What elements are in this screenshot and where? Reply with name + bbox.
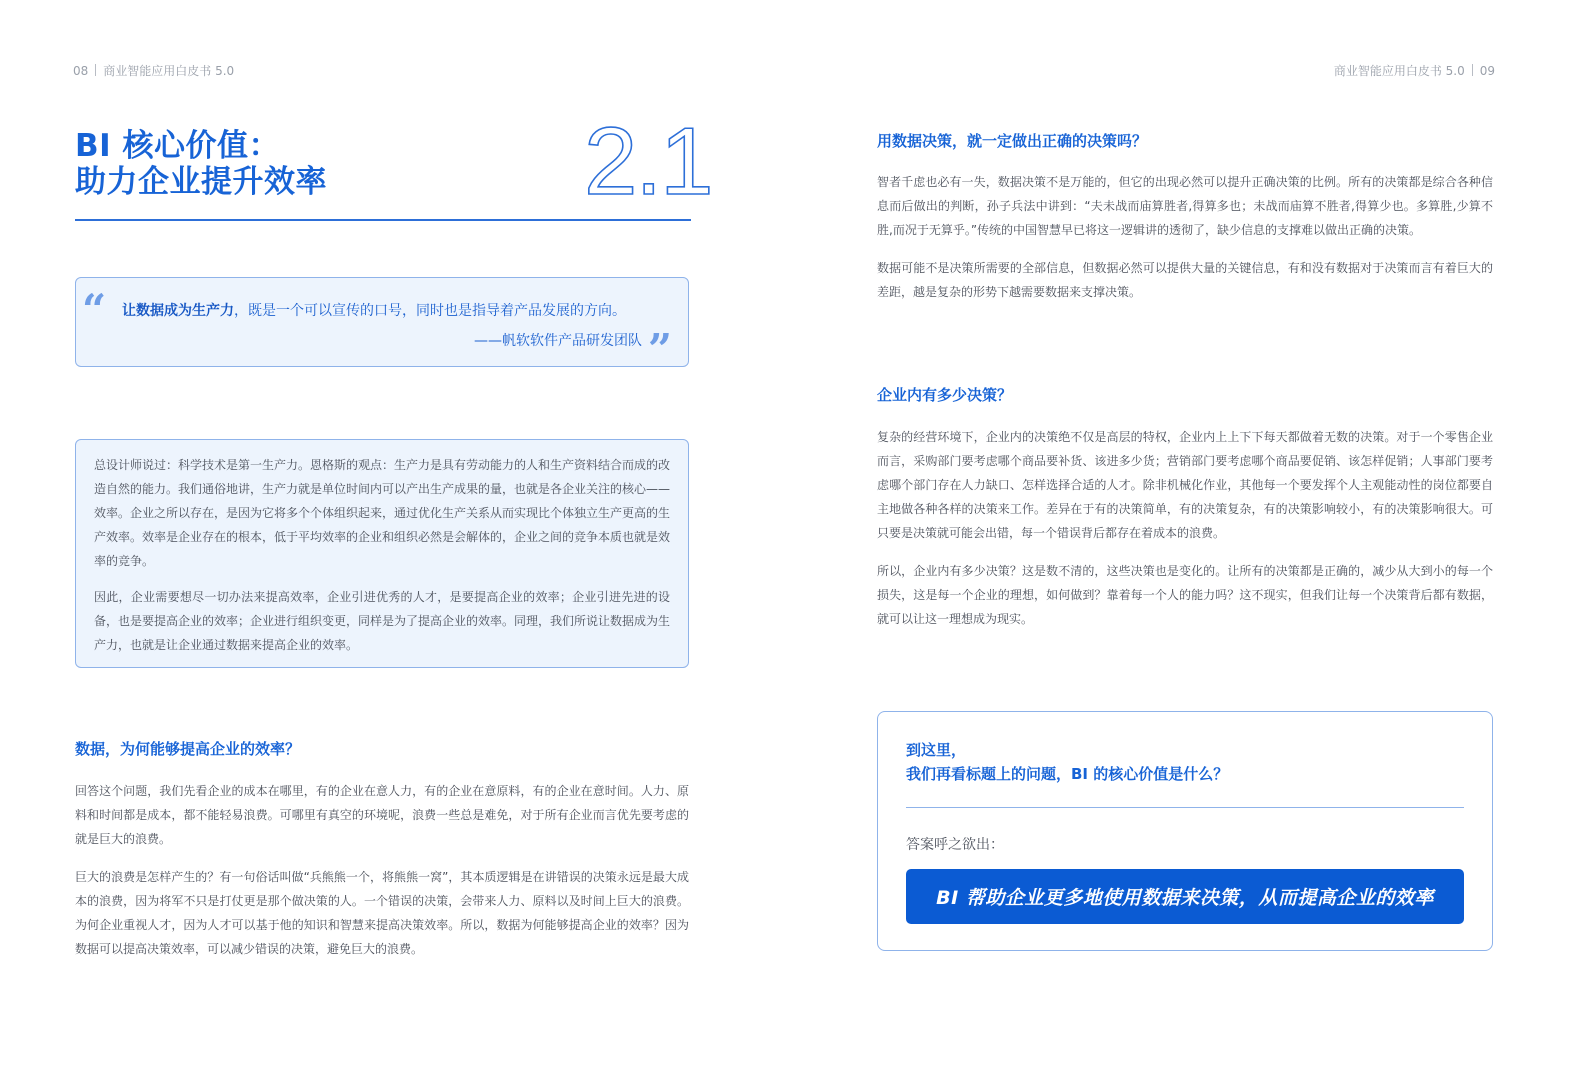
open-quote-icon: “ xyxy=(82,285,107,334)
decision-count-paragraph-2: 所以，企业内有多少决策？这是数不清的，这些决策也是变化的。让所有的决策都是正确的，减少从大到小的每一个损失，这是每一个企业的理想，如何做到？靠着每一个人的能力吗？这不现实，但我们让每一个决策背后都有数据，就可以让这一理想成为现实。 xyxy=(877,564,1493,626)
section-body-correct-decision xyxy=(877,170,1493,304)
answer-question-line-1: 到这里， xyxy=(906,741,967,759)
answer-banner: BI 帮助企业更多地使用数据来决策，从而提高企业的效率 xyxy=(906,869,1464,924)
left-page-header xyxy=(73,62,234,79)
section-body-decision-count xyxy=(877,425,1493,631)
decision-count-paragraph-1: 复杂的经营环境下，企业内的决策绝不仅是高层的特权，企业内上上下下每天都做着无数的决策。对于一个零售企业而言，采购部门要考虑哪个商品要补货、该进多少货；营销部门要考虑哪个商品要促销、该怎样促销；人事部门要考虑哪个部门存在人力缺口、怎样选择合适的人才。除非机械化作业，其他每一个要发挥个人主观能动性的岗位都要自主地做各种各样的决策来工作。差异在于有的决策简单，有的决策复杂，有的决策影响较小，有的决策影响很大。可只要是决策就可能会出错，每一个错误背后都存在着成本的浪费。 xyxy=(877,430,1493,540)
close-quote-icon: ” xyxy=(647,325,672,374)
answer-box xyxy=(877,711,1493,951)
quote-rest: ，既是一个可以宣传的口号，同时也是指导着产品发展的方向。 xyxy=(234,303,626,319)
quote-box xyxy=(75,277,689,374)
right-page-number: 09 xyxy=(1479,64,1495,78)
info-paragraph-1: 总设计师说过：科学技术是第一生产力。恩格斯的观点：生产力是具有劳动能力的人和生产资料结合而成的改造自然的能力。我们通俗地讲，生产力就是单位时间内可以产出生产成果的量，也就是各企业关注的核心——效率。企业之所以存在，是因为它将多个个体组织起来，通过优化生产关系从而实现比个体独立生产更高的生产效率。效率是企业存在的根本，低于平均效率的企业和组织必然是会解体的，企业之间的竞争本质也就是效率的竞争。 xyxy=(94,458,671,568)
title-line-2: 助力企业提升效率 xyxy=(75,164,327,200)
answer-label: 答案呼之欲出： xyxy=(906,837,1004,853)
title-divider xyxy=(75,219,691,221)
left-page-number: 08 xyxy=(73,64,89,78)
info-paragraph-2: 因此，企业需要想尽一切办法来提高效率，企业引进优秀的人才，是要提高企业的效率；企业引进先进的设备，也是要提高企业的效率；企业进行组织变更，同样是为了提高企业的效率。同理，我们所说让数据成为生产力，也就是让企业通过数据来提高企业的效率。 xyxy=(94,590,671,652)
title-line-1: BI 核心价值： xyxy=(75,128,280,164)
section-heading-decision-count: 企业内有多少决策？ xyxy=(877,386,1013,404)
correct-decision-paragraph-2: 数据可能不是决策所需要的全部信息，但数据必然可以提供大量的关键信息，有和没有数据对于决策而言有着巨大的差距，越是复杂的形势下越需要数据来支撑决策。 xyxy=(877,261,1493,299)
answer-question xyxy=(906,738,1228,786)
answer-question-line-2: 我们再看标题上的问题，BI 的核心价值是什么？ xyxy=(906,765,1229,783)
section-heading-correct-decision: 用数据决策，就一定做出正确的决策吗？ xyxy=(877,132,1148,150)
page-title xyxy=(75,128,327,200)
left-header-title: 商业智能应用白皮书 5.0 xyxy=(103,64,235,78)
answer-divider xyxy=(906,807,1464,808)
section-number: 2.1 xyxy=(584,108,712,215)
info-box xyxy=(75,439,689,668)
efficiency-paragraph-1: 回答这个问题，我们先看企业的成本在哪里，有的企业在意人力，有的企业在意原料，有的企业在意时间。人力、原料和时间都是成本，都不能轻易浪费。可哪里有真空的环境呢，浪费一些总是难免，对于所有企业而言优先要考虑的就是巨大的浪费。 xyxy=(75,784,689,846)
section-body-efficiency xyxy=(75,779,689,961)
quote-emphasis: 让数据成为生产力 xyxy=(122,303,234,319)
correct-decision-paragraph-1: 智者千虑也必有一失，数据决策不是万能的，但它的出现必然可以提升正确决策的比例。所有的决策都是综合各种信息而后做出的判断，孙子兵法中讲到：“夫未战而庙算胜者,得算多也；未战而庙算不胜者,得算少也。多算胜,少算不胜,而况于无算乎。”传统的中国智慧早已将这一逻辑讲的透彻了，缺少信息的支撑难以做出正确的决策。 xyxy=(877,175,1493,237)
section-heading-efficiency: 数据，为何能够提高企业的效率？ xyxy=(75,740,301,758)
quote-attribution: ——帆软软件产品研发团队 xyxy=(474,333,642,349)
right-header-title: 商业智能应用白皮书 5.0 xyxy=(1333,64,1465,78)
efficiency-paragraph-2: 巨大的浪费是怎样产生的？有一句俗话叫做“兵熊熊一个，将熊熊一窝”，其本质逻辑是在讲错误的决策永远是最大成本的浪费，因为将军不只是打仗更是那个做决策的人。一个错误的决策，会带来人力、原料以及时间上巨大的浪费。为何企业重视人才，因为人才可以基于他的知识和智慧来提高决策效率。所以，数据为何能够提高企业的效率？因为数据可以提高决策效率，可以减少错误的决策，避免巨大的浪费。 xyxy=(75,870,689,956)
right-page-header xyxy=(1334,62,1495,79)
quote-text xyxy=(122,300,626,320)
header-divider xyxy=(1472,64,1473,76)
header-divider xyxy=(95,64,96,76)
